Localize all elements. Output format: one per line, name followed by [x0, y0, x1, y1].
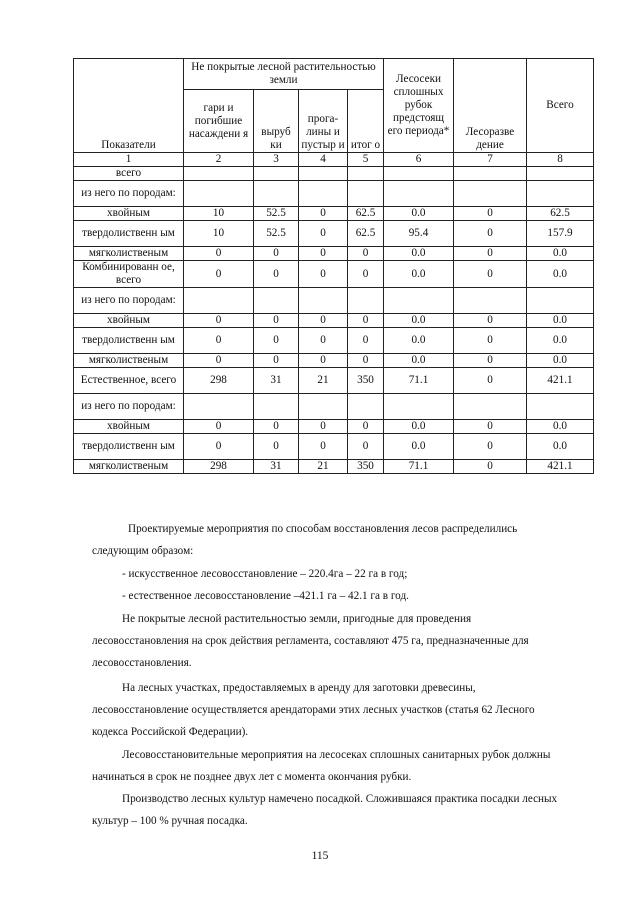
table-cell: 0: [348, 328, 384, 354]
table-cell: 0.0: [527, 434, 594, 460]
table-cell: 0.0: [527, 314, 594, 328]
table-cell: [184, 167, 254, 181]
table-cell: 0: [254, 420, 299, 434]
table-cell: 52.5: [254, 207, 299, 221]
header-clearings: выруб ки: [254, 90, 299, 153]
table-cell: 0: [454, 328, 527, 354]
table-cell: 0: [184, 434, 254, 460]
col-number: 6: [384, 153, 454, 167]
table-cell: [384, 167, 454, 181]
table-cell: [254, 167, 299, 181]
table-cell: [348, 288, 384, 314]
table-cell: [184, 394, 254, 420]
table-cell: 21: [299, 460, 348, 474]
row-label: всего: [74, 167, 184, 181]
forest-restoration-table: [73, 58, 594, 474]
table-cell: 0: [454, 420, 527, 434]
table-cell: [348, 167, 384, 181]
table-cell: 0: [254, 328, 299, 354]
table-row: [74, 261, 594, 288]
table-cell: 62.5: [348, 221, 384, 247]
table-cell: 0: [299, 221, 348, 247]
text-line: Проектируемые мероприятия по способам восстановления лесов распределились: [128, 523, 518, 535]
text-line: - естественное лесовосстановление –421.1 га – 42.1 га в год.: [122, 590, 409, 602]
col-number: 5: [348, 153, 384, 167]
header-glades: прога- лины и пустыр и: [299, 90, 348, 153]
table-cell: 0: [184, 354, 254, 368]
table-row: [74, 288, 594, 314]
row-label: мягколиственым: [74, 460, 184, 474]
table-cell: 95.4: [384, 221, 454, 247]
table-row: [74, 167, 594, 181]
table-body: [74, 167, 594, 474]
table-row: [74, 181, 594, 207]
text-line: Не покрытые лесной растительностью земли, пригодные для проведения: [122, 613, 472, 625]
table-row: [74, 221, 594, 247]
table-cell: [348, 394, 384, 420]
table-row: [74, 368, 594, 394]
header-cutting-areas: Лесосеки сплошных рубок предстоящ его периода*: [384, 59, 454, 153]
table-cell: [184, 181, 254, 207]
table-cell: 0.0: [384, 328, 454, 354]
col-number: 1: [74, 153, 184, 167]
table-cell: 0: [299, 261, 348, 288]
table-cell: [184, 288, 254, 314]
table-row: [74, 247, 594, 261]
table-row: [74, 420, 594, 434]
table-cell: 10: [184, 221, 254, 247]
header-not-covered: Не покрытые лесной растительностью земли: [184, 59, 384, 90]
table-cell: 0: [454, 368, 527, 394]
table-row: [74, 328, 594, 354]
row-label: из него по породам:: [74, 394, 184, 420]
table-cell: 0: [299, 354, 348, 368]
table-cell: 0.0: [384, 434, 454, 460]
table-cell: [254, 288, 299, 314]
table-cell: 62.5: [527, 207, 594, 221]
table-cell: [454, 181, 527, 207]
table-cell: 0: [299, 420, 348, 434]
table-cell: 0: [299, 207, 348, 221]
page-number: 115: [311, 850, 329, 862]
table-cell: [299, 181, 348, 207]
row-label: твердолиственн ым: [74, 221, 184, 247]
table-cell: 0: [254, 314, 299, 328]
table-cell: 0.0: [527, 328, 594, 354]
col-number: 2: [184, 153, 254, 167]
table-cell: 21: [299, 368, 348, 394]
table-cell: 157.9: [527, 221, 594, 247]
text-line: Производство лесных культур намечено посадкой. Сложившаяся практика посадки лесных: [122, 793, 558, 805]
table-cell: 350: [348, 368, 384, 394]
table-cell: [384, 394, 454, 420]
table-cell: [527, 181, 594, 207]
row-label: Комбинированн ое, всего: [74, 261, 184, 288]
table-cell: 350: [348, 460, 384, 474]
table-cell: 10: [184, 207, 254, 221]
table-cell: 0: [454, 460, 527, 474]
table-cell: [254, 394, 299, 420]
table-cell: 0: [299, 314, 348, 328]
table-cell: 0.0: [384, 261, 454, 288]
row-label: Естественное, всего: [74, 368, 184, 394]
table-cell: [384, 181, 454, 207]
table-cell: [454, 167, 527, 181]
text-line: - искусственное лесовосстановление – 220.4га – 22 га в год;: [122, 568, 408, 580]
table-cell: 0: [454, 247, 527, 261]
table-cell: [299, 288, 348, 314]
table-cell: 298: [184, 460, 254, 474]
table-cell: 0.0: [384, 314, 454, 328]
table-cell: 0: [254, 354, 299, 368]
table-cell: 0.0: [527, 247, 594, 261]
col-number: 3: [254, 153, 299, 167]
table-cell: 0: [454, 207, 527, 221]
text-line: Лесовосстановительные мероприятия на лесосеках сплошных санитарных рубок должны: [122, 749, 551, 761]
col-number: 4: [299, 153, 348, 167]
table-cell: 0.0: [527, 261, 594, 288]
table-row: [74, 394, 594, 420]
table-row: [74, 314, 594, 328]
table-cell: 62.5: [348, 207, 384, 221]
table-cell: 52.5: [254, 221, 299, 247]
table-cell: [527, 394, 594, 420]
table-cell: 0: [348, 420, 384, 434]
text-line: лесовосстановления на срок действия регламента, составляют 475 га, предназначенные для: [92, 635, 529, 647]
row-label: мягколиственым: [74, 247, 184, 261]
table-cell: [254, 181, 299, 207]
table-cell: 0.0: [527, 354, 594, 368]
table-cell: 0: [348, 247, 384, 261]
table-cell: 0: [254, 247, 299, 261]
table-cell: 0: [184, 420, 254, 434]
table-cell: 0: [299, 434, 348, 460]
header-afforestation: Лесоразве дение: [454, 59, 527, 153]
table-cell: 0: [184, 328, 254, 354]
table-row: [74, 434, 594, 460]
table-cell: [384, 288, 454, 314]
table-cell: 0: [348, 261, 384, 288]
paragraph-methods: [92, 523, 612, 536]
header-burns: гари и погибшие насаждени я: [184, 90, 254, 153]
table-cell: 0.0: [384, 354, 454, 368]
text-line: лесовосстановления.: [92, 657, 192, 669]
table-cell: 31: [254, 460, 299, 474]
header-indicators: Показатели: [74, 59, 184, 153]
table-cell: 0: [184, 261, 254, 288]
table-cell: 0: [454, 261, 527, 288]
table-cell: 298: [184, 368, 254, 394]
text-line: На лесных участках, предоставляемых в аренду для заготовки древесины,: [122, 682, 476, 694]
table-cell: 0: [454, 221, 527, 247]
table-cell: 0.0: [384, 420, 454, 434]
table-cell: 0: [254, 261, 299, 288]
row-label: из него по породам:: [74, 181, 184, 207]
row-label: твердолиственн ым: [74, 328, 184, 354]
table-cell: 0: [184, 247, 254, 261]
table-cell: 421.1: [527, 368, 594, 394]
row-label: мягколиственым: [74, 354, 184, 368]
text-line: лесовосстановление осуществляется арендаторами этих лесных участков (статья 62 Лесного: [92, 704, 535, 716]
table-cell: [348, 181, 384, 207]
table-cell: 0: [454, 434, 527, 460]
col-number: 8: [527, 153, 594, 167]
table-cell: [454, 394, 527, 420]
col-number: 7: [454, 153, 527, 167]
table-row: [74, 460, 594, 474]
table-row: [74, 354, 594, 368]
row-label: хвойным: [74, 207, 184, 221]
table-cell: [527, 288, 594, 314]
table-cell: 421.1: [527, 460, 594, 474]
row-label: хвойным: [74, 314, 184, 328]
row-label: твердолиственн ым: [74, 434, 184, 460]
table-row: [74, 207, 594, 221]
table-cell: 0: [184, 314, 254, 328]
table-cell: 0: [454, 314, 527, 328]
table-cell: 0: [299, 328, 348, 354]
header-grand-total: Всего: [527, 59, 594, 153]
table-cell: [454, 288, 527, 314]
table-cell: 31: [254, 368, 299, 394]
table-cell: 0: [454, 354, 527, 368]
table-cell: 0: [348, 314, 384, 328]
table-cell: 0: [299, 247, 348, 261]
text-line: культур – 100 % ручная посадка.: [92, 815, 248, 827]
table-cell: 0: [254, 434, 299, 460]
row-label: из него по породам:: [74, 288, 184, 314]
table-cell: 0.0: [527, 420, 594, 434]
table-cell: 0: [348, 434, 384, 460]
table-cell: 71.1: [384, 460, 454, 474]
text-line: начинаться в срок не позднее двух лет с момента окончания рубки.: [92, 771, 412, 783]
table-cell: 71.1: [384, 368, 454, 394]
text-line: кодекса Российской Федерации).: [92, 726, 249, 738]
row-label: хвойным: [74, 420, 184, 434]
column-number-row: [74, 153, 594, 167]
header-total: итог о: [348, 90, 384, 153]
table-cell: 0.0: [384, 207, 454, 221]
table-cell: 0: [348, 354, 384, 368]
text-line: следующим образом:: [92, 545, 194, 557]
table-cell: [299, 394, 348, 420]
table-cell: [299, 167, 348, 181]
table-cell: 0.0: [384, 247, 454, 261]
table-cell: [527, 167, 594, 181]
